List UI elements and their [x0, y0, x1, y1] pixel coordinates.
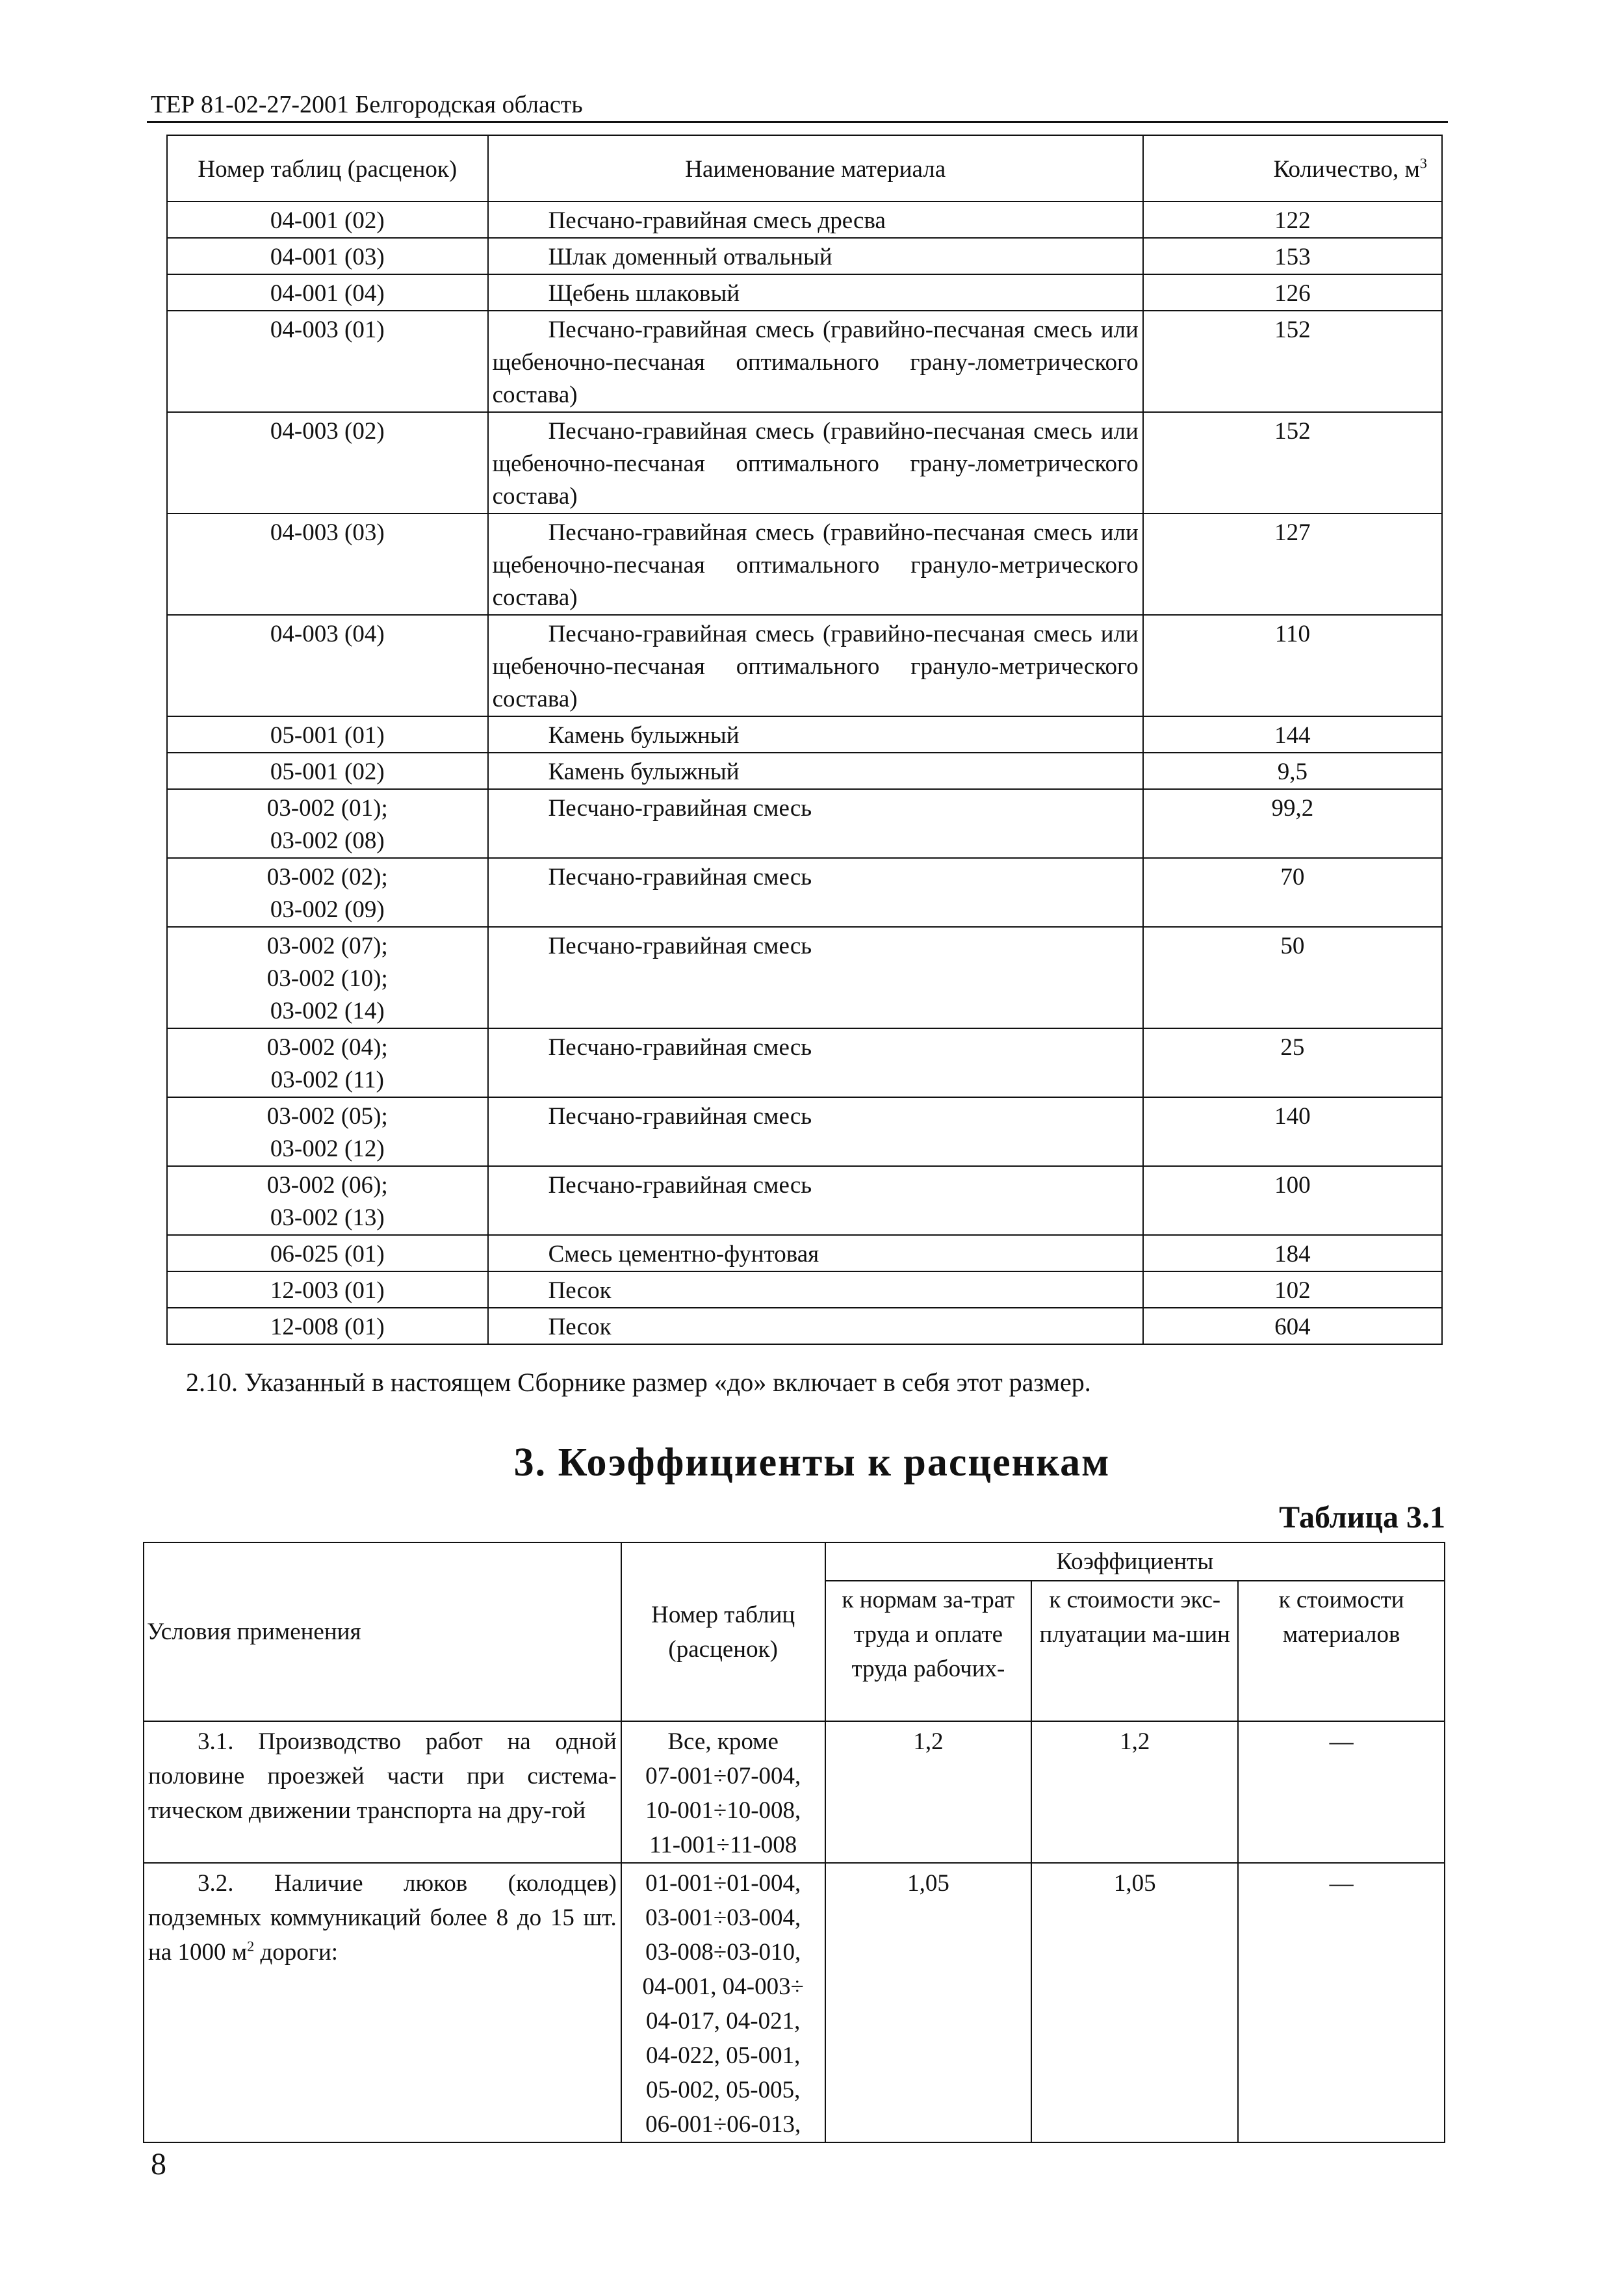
table-row: [167, 412, 1442, 514]
row-quantity: 152: [1143, 311, 1442, 412]
row-material-indent: [493, 759, 548, 785]
header-coefficients: Коэффициенты: [825, 1542, 1445, 1581]
row-material-name: [488, 238, 1143, 274]
row-material-indent: [493, 1103, 548, 1130]
row-quantity: 122: [1143, 202, 1442, 238]
row-material-name: [488, 274, 1143, 311]
row-material-name: [488, 1271, 1143, 1308]
header-quantity: [1143, 135, 1442, 202]
coef-k3-3-2: —: [1238, 1863, 1445, 2142]
row-quantity: 25: [1143, 1028, 1442, 1097]
row-quantity: 184: [1143, 1235, 1442, 1271]
row-material-name: [488, 716, 1143, 753]
row-material-name: [488, 789, 1143, 858]
coef-k1-3-1: 1,2: [825, 1721, 1032, 1863]
row-material-name: [488, 927, 1143, 1028]
coef-k2-3-2: 1,05: [1031, 1863, 1238, 2142]
row-code: 04-001 (04): [167, 274, 488, 311]
coef-k1-3-2: 1,05: [825, 1863, 1032, 2142]
table-row: [167, 927, 1442, 1028]
table-row: [167, 1235, 1442, 1271]
row-material-text: Песчано-гравийная смесь (гравийно-песчаная смесь или щебеночно-песчаная оптимального грануло-метрического состава): [492, 519, 1139, 611]
row-material-indent: [493, 207, 548, 234]
header-k-machines: к стоимости экс-плуатации ма-шин: [1031, 1581, 1238, 1721]
row-material-indent: [493, 795, 548, 822]
row-material-indent: [493, 1172, 548, 1199]
coef-condition-3-2-text: 3.2. Наличие люков (колодцев) подземных коммуникаций более 8 до 15 шт. на 1000 м: [148, 1870, 617, 1966]
row-material-indent: [493, 1241, 548, 1268]
row-material-name: [488, 1166, 1143, 1235]
row-material-text: Песчано-гравийная смесь дресва: [548, 207, 886, 234]
row-material-text: Песчано-гравийная смесь: [548, 933, 812, 959]
table-row: [167, 514, 1442, 615]
coef-k3-3-1: —: [1238, 1721, 1445, 1863]
row-quantity: 70: [1143, 858, 1442, 927]
row-material-name: [488, 753, 1143, 789]
row-material-text: Песчано-гравийная смесь (гравийно-песчаная смесь или щебеночно-песчаная оптимального грануло-метрического состава): [492, 621, 1139, 712]
section-title: 3. Коэффициенты к расценкам: [513, 1440, 1111, 1485]
row-material-text: Песчано-гравийная смесь: [548, 795, 812, 822]
row-code: 12-003 (01): [167, 1271, 488, 1308]
header-rule: [147, 121, 1448, 123]
row-code: 04-001 (03): [167, 238, 488, 274]
table-row: [167, 238, 1442, 274]
materials-table-body: [167, 202, 1442, 1344]
table-row: [167, 1097, 1442, 1166]
row-material-text: Щебень шлаковый: [548, 280, 740, 307]
coef-k2-3-1: 1,2: [1031, 1721, 1238, 1863]
row-material-name: [488, 1308, 1143, 1344]
row-quantity: 102: [1143, 1271, 1442, 1308]
header-table-codes: Номер таблиц (расценок): [621, 1542, 825, 1721]
header-k-labor: к нормам за-трат труда и оплате труда рабочих-: [825, 1581, 1032, 1721]
row-material-indent: [493, 1277, 548, 1304]
row-quantity: 110: [1143, 615, 1442, 716]
row-material-name: [488, 514, 1143, 615]
row-material-indent: [493, 317, 548, 343]
document-header-title: ТЕР 81-02-27-2001 Белгородская область: [151, 91, 583, 118]
coef-header-row-1: [144, 1542, 1445, 1581]
table-3-1-label: Таблица 3.1: [1279, 1500, 1445, 1535]
table-row: [167, 202, 1442, 238]
row-material-indent: [493, 418, 548, 445]
row-quantity: 126: [1143, 274, 1442, 311]
row-code: 04-003 (01): [167, 311, 488, 412]
row-material-indent: [493, 722, 548, 749]
header-codes: Номер таблиц (расценок): [167, 135, 488, 202]
materials-table-header-row: [167, 135, 1442, 202]
row-code: 03-002 (04); 03-002 (11): [167, 1028, 488, 1097]
row-material-text: Песок: [548, 1314, 612, 1340]
row-material-name: [488, 1235, 1143, 1271]
row-material-text: Песчано-гравийная смесь: [548, 1103, 812, 1130]
materials-table: [166, 135, 1443, 1345]
row-code: 05-001 (02): [167, 753, 488, 789]
table-row: [167, 1308, 1442, 1344]
table-row: [167, 1028, 1442, 1097]
row-quantity: 9,5: [1143, 753, 1442, 789]
row-material-indent: [493, 280, 548, 307]
row-quantity: 50: [1143, 927, 1442, 1028]
row-quantity: 99,2: [1143, 789, 1442, 858]
row-code: 04-003 (04): [167, 615, 488, 716]
coef-condition-3-2-tail: дороги:: [254, 1939, 339, 1966]
row-material-indent: [493, 621, 548, 647]
row-code: 06-025 (01): [167, 1235, 488, 1271]
row-material-name: [488, 412, 1143, 514]
row-code: 04-003 (03): [167, 514, 488, 615]
header-material-name: Наименование материала: [488, 135, 1143, 202]
table-row: [167, 789, 1442, 858]
row-quantity: 140: [1143, 1097, 1442, 1166]
row-quantity: 152: [1143, 412, 1442, 514]
row-code: 03-002 (06); 03-002 (13): [167, 1166, 488, 1235]
row-code: 04-001 (02): [167, 202, 488, 238]
table-row: [167, 615, 1442, 716]
row-code: 03-002 (05); 03-002 (12): [167, 1097, 488, 1166]
header-quantity-unit-sup: 3: [1419, 155, 1427, 172]
table-row: [167, 716, 1442, 753]
page-number: 8: [151, 2147, 166, 2181]
row-code: 03-002 (02); 03-002 (09): [167, 858, 488, 927]
row-quantity: 604: [1143, 1308, 1442, 1344]
row-material-name: [488, 615, 1143, 716]
row-material-name: [488, 311, 1143, 412]
row-material-text: Песчано-гравийная смесь: [548, 864, 812, 890]
row-material-text: Песчано-гравийная смесь (гравийно-песчаная смесь или щебеночно-песчаная оптимального грану-лометрического состава): [492, 418, 1139, 510]
row-code: 03-002 (07); 03-002 (10); 03-002 (14): [167, 927, 488, 1028]
row-material-indent: [493, 519, 548, 546]
row-material-indent: [493, 1034, 548, 1061]
row-material-text: Шлак доменный отвальный: [548, 244, 832, 270]
row-material-text: Смесь цементно-фунтовая: [548, 1241, 819, 1268]
coef-condition-3-1-text: 3.1. Производство работ на одной половине проезжей части при системa-тическом движении транспорта на дру-гой: [148, 1728, 617, 1824]
table-row: [167, 274, 1442, 311]
coef-condition-3-2: [144, 1863, 621, 2142]
table-row: [167, 753, 1442, 789]
coef-row-3-2: [144, 1863, 1445, 2142]
row-material-name: [488, 202, 1143, 238]
row-material-text: Песок: [548, 1277, 612, 1304]
row-code: 03-002 (01); 03-002 (08): [167, 789, 488, 858]
row-material-indent: [493, 933, 548, 959]
row-material-name: [488, 858, 1143, 927]
row-material-text: Камень булыжный: [548, 759, 740, 785]
row-material-text: Песчано-гравийная смесь: [548, 1034, 812, 1061]
header-quantity-label: Количество, м: [1273, 156, 1420, 183]
row-material-indent: [493, 244, 548, 270]
header-k-materials: к стоимости материалов: [1238, 1581, 1445, 1721]
table-row: [167, 311, 1442, 412]
row-quantity: 153: [1143, 238, 1442, 274]
coefficients-table: [143, 1542, 1445, 2143]
coef-condition-3-2-sup: 2: [247, 1938, 255, 1955]
row-quantity: 144: [1143, 716, 1442, 753]
row-material-name: [488, 1097, 1143, 1166]
table-row: [167, 1166, 1442, 1235]
coef-condition-3-1: [144, 1721, 621, 1863]
row-code: 12-008 (01): [167, 1308, 488, 1344]
row-code: 05-001 (01): [167, 716, 488, 753]
coef-codes-3-2: 01-001÷01-004, 03-001÷03-004, 03-008÷03-010, 04-001, 04-003÷ 04-017, 04-021, 04-022, 05-001, 05-002, 05-005, 06-001÷06-013,: [621, 1863, 825, 2142]
row-material-name: [488, 1028, 1143, 1097]
table-row: [167, 858, 1442, 927]
table-row: [167, 1271, 1442, 1308]
row-code: 04-003 (02): [167, 412, 488, 514]
row-material-indent: [493, 1314, 548, 1340]
row-quantity: 127: [1143, 514, 1442, 615]
coef-row-3-1: [144, 1721, 1445, 1863]
row-material-text: Песчано-гравийная смесь (гравийно-песчаная смесь или щебеночно-песчаная оптимального грану-лометрического состава): [492, 317, 1139, 408]
coef-codes-3-1: Все, кроме 07-001÷07-004, 10-001÷10-008, 11-001÷11-008: [621, 1721, 825, 1863]
row-material-text: Камень булыжный: [548, 722, 740, 749]
row-material-text: Песчано-гравийная смесь: [548, 1172, 812, 1199]
row-quantity: 100: [1143, 1166, 1442, 1235]
note-2-10: 2.10. Указанный в настоящем Сборнике размер «до» включает в себя этот размер.: [186, 1368, 1091, 1397]
row-material-indent: [493, 864, 548, 890]
header-conditions: Условия применения: [144, 1542, 621, 1721]
